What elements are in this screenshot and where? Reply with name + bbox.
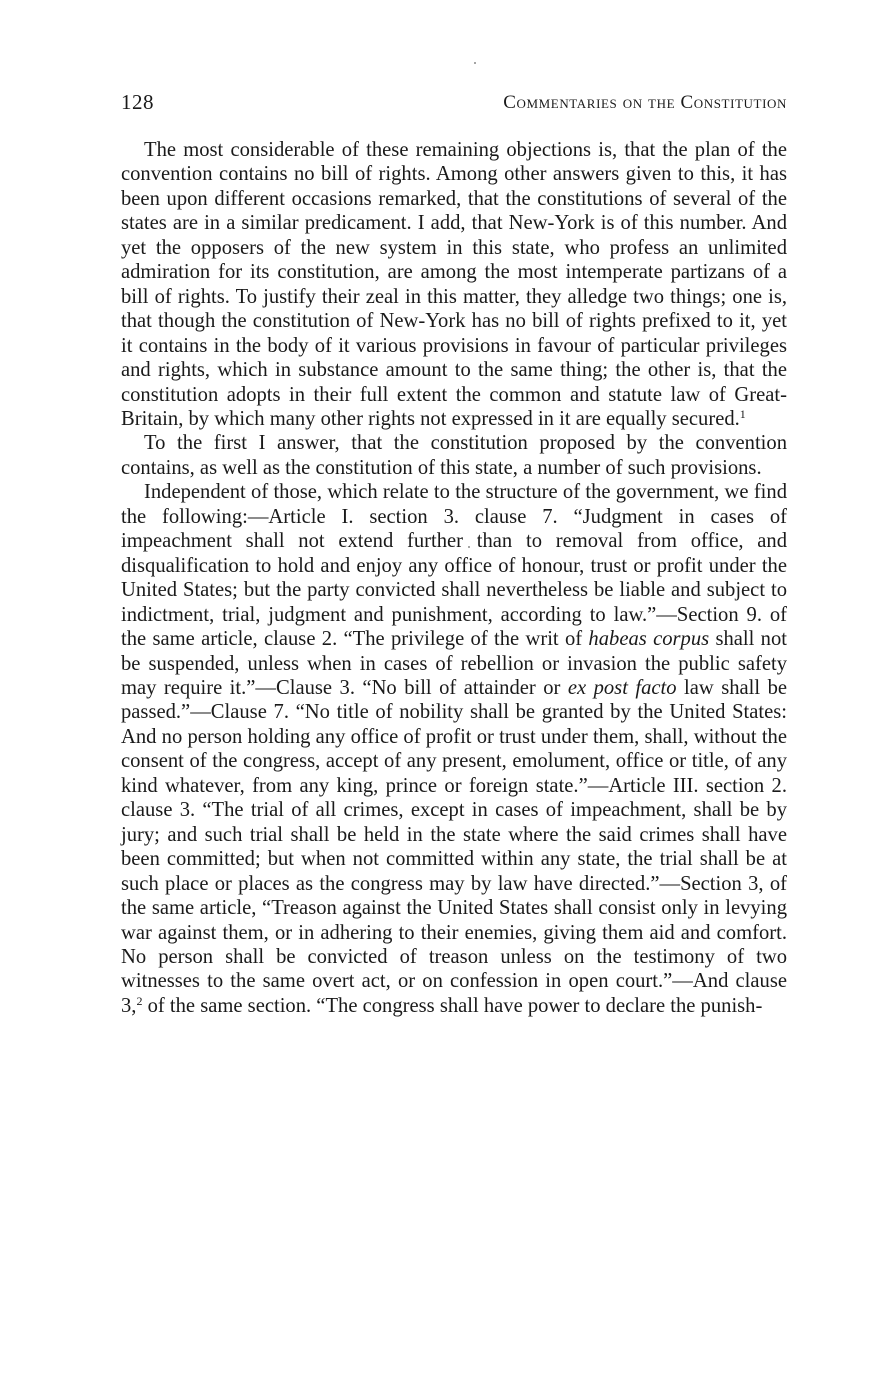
paragraph-first-answer xyxy=(121,431,787,480)
body-text xyxy=(121,138,787,1018)
page-number: 128 xyxy=(121,90,154,114)
paragraph-text: The most considerable of these remaining objections is, that the plan of the convention contains no bill of rights. Among other answers given to this, it has been upon different occasions remarked, that the constitutions of several of the states are in a similar predicament. I add, that New-York is of this number. And yet the opposers of the new system in this state, who profess an unlimited admiration for its constitution, are among the most intemperate partizans of a bill of rights. To justify their zeal in this matter, they alledge two things; one is, that though the constitution of New-York has no bill of rights prefixed to it, yet it contains in the body of it various provisions in favour of particular privileges and rights, which in substance amount to the same thing; the other is, that the constitution adopts in their full extent the common and statute law of Great-Britain, by which many other rights not expressed in it are equally secured. xyxy=(121,139,787,430)
paragraph-text: To the first I answer, that the constitution proposed by the convention contains, as well as the constitution of this state, a number of such provisions. xyxy=(121,432,787,479)
paragraph-text: law shall be passed.”—Clause 7. “No title of nobility shall be granted by the United States: And no person holding any office of profit or trust under them, shall, without the consent of the congress, accept of any present, emolument, office or title, of any kind whatever, from any king, prince or foreign state.”—Article III. section 2. clause 3. “The trial of all crimes, except in cases of impeachment, shall be by jury; and such trial shall be held in the state where the said crimes shall have been committed; but when not committed within any state, the trial shall be at such place or places as the congress may by law have directed.”—Section 3, of the same article, “Treason against the United States shall consist only in levying war against them, or in adhering to their enemies, giving them aid and comfort. No person shall be convicted of treason unless on the testimony of two witnesses to the same overt act, or on confession in open court.”—And clause 3, xyxy=(121,676,788,1017)
paragraph-text: shall not be suspended, unless when in cases of rebellion or invasion the public safety may require it.”—Clause 3. “No bill of attainder or xyxy=(121,628,787,699)
paragraph-text: of the same section. “The congress shall have power to declare the punish- xyxy=(142,994,763,1017)
italic-term: habeas corpus xyxy=(588,628,710,651)
paragraph-provisions xyxy=(121,480,787,1018)
book-page xyxy=(121,86,787,1018)
running-title: Commentaries on the Constitution xyxy=(503,92,787,113)
footnote-marker: 1 xyxy=(739,406,746,421)
footnote-marker: 2 xyxy=(136,993,143,1008)
italic-term: ex post facto xyxy=(567,676,677,699)
scan-speck xyxy=(474,62,476,64)
paragraph-text: Independent of those, which relate to the structure of the government, we find the following:—Article I. section 3. clause 7. “Judgment in cases of impeachment shall not extend further than to removal from office, and disqualification to hold and enjoy any office of honour, trust or profit under the United States; but the party convicted shall nevertheless be liable and subject to indictment, trial, judgment and punishment, according to law.”—Section 9. of the same article, clause 2. “The privilege of the writ of xyxy=(121,481,787,651)
paragraph-bill-of-rights xyxy=(121,138,787,431)
running-head xyxy=(121,86,787,120)
